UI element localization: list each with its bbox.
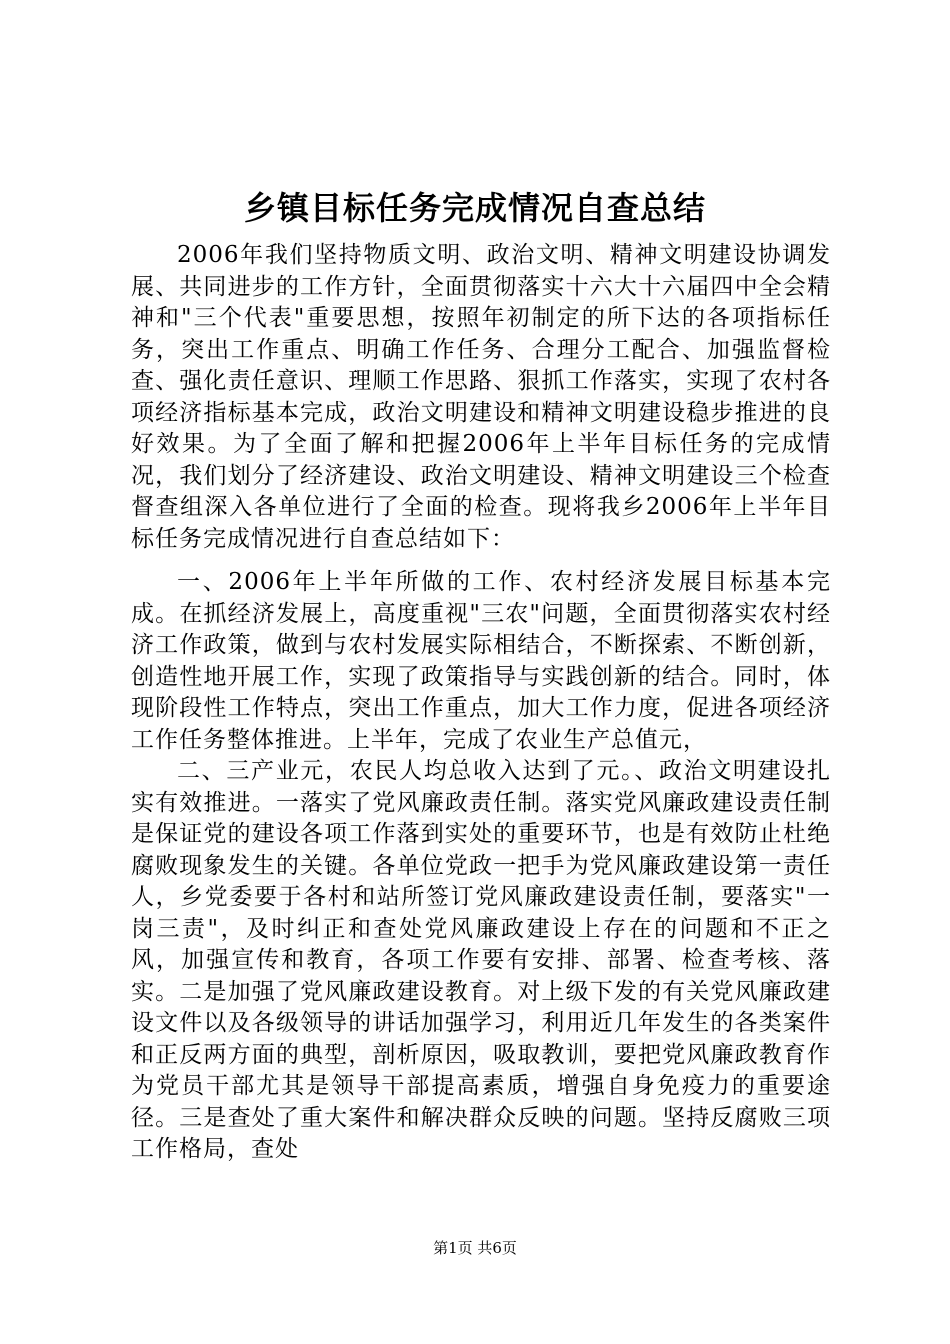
document-body-main: [131, 567, 831, 1166]
document-body-intro: [131, 240, 831, 555]
paragraph-section-one: 一、2006年上半年所做的工作、农村经济发展目标基本完成。在抓经济发展上，高度重视"三农"问题，全面贯彻落实农村经济工作政策，做到与农村发展实际相结合，不断探索、不断创新，创造性地开展工作，实现了政策指导与实践创新的结合。同时，体现阶段性工作特点，突出工作重点，加大工作力度，促进各项经济工作任务整体推进。上半年，完成了农业生产总值元，: [131, 569, 831, 753]
paragraph-intro: 2006年我们坚持物质文明、政治文明、精神文明建设协调发展、共同进步的工作方针，全面贯彻落实十六大十六届四中全会精神和"三个代表"重要思想，按照年初制定的所下达的各项指标任务，突出工作重点、明确工作任务、合理分工配合、加强监督检查、强化责任意识、理顺工作思路、狠抓工作落实，实现了农村各项经济指标基本完成，政治文明建设和精神文明建设稳步推进的良好效果。为了全面了解和把握2006年上半年目标任务的完成情况，我们划分了经济建设、政治文明建设、精神文明建设三个检查督查组深入各单位进行了全面的检查。现将我乡2006年上半年目标任务完成情况进行自查总结如下：: [131, 242, 831, 552]
document-title: 乡镇目标任务完成情况自查总结: [243, 189, 706, 227]
paragraph-section-two: 二、三产业元，农民人均总收入达到了元。、政治文明建设扎实有效推进。一落实了党风廉政责任制。落实党风廉政建设责任制是保证党的建设各项工作落到实处的重要环节，也是有效防止杜绝腐败现象发生的关键。各单位党政一把手为党风廉政建设第一责任人，乡党委要于各村和站所签订党风廉政建设责任制，要落实"一岗三责"，及时纠正和查处党风廉政建设上存在的问题和不正之风，加强宣传和教育，各项工作要有安排、部署、检查考核、落实。二是加强了党风廉政建设教育。对上级下发的有关党风廉政建设文件以及各级领导的讲话加强学习，利用近几年发生的各类案件和正反两方面的典型，剖析原因，吸取教训，要把党风廉政教育作为党员干部尤其是领导干部提高素质，增强自身免疫力的重要途径。三是查处了重大案件和解决群众反映的问题。坚持反腐败三项工作格局，查处: [131, 758, 831, 1162]
page-number-footer: 第1页 共6页: [433, 1239, 517, 1257]
